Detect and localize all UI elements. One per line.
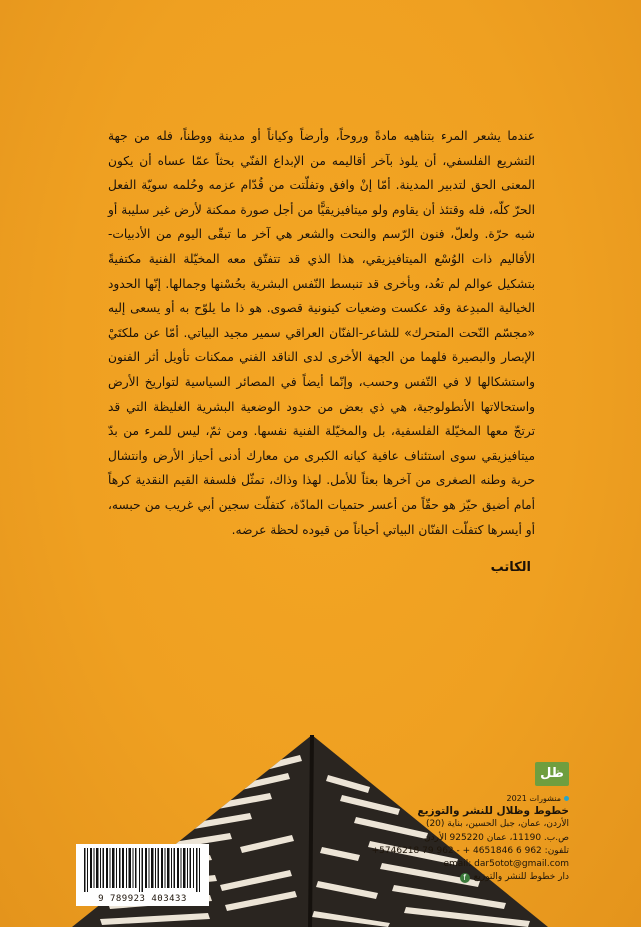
facebook-icon: f — [460, 873, 470, 883]
publisher-address-1: الأردن، عمان، جبل الحسين، بناية (20) — [425, 819, 569, 830]
publisher-info — [355, 766, 569, 884]
publisher-phones: تلفون: 962 6 4651846 + - 962 79 5746218+ — [371, 845, 569, 856]
publisher-facebook — [355, 871, 569, 884]
publisher-address-2: ص.ب. 11190، عمان 925220 الأردن — [424, 832, 569, 843]
facebook-page-label: دار خطوط للنشر والتوزيع — [473, 872, 569, 883]
blurb-paragraph: عندما يشعر المرء بتناهيه مادةً وروحاً، وأرضاً وكياناً أو مدينة ووطناً، فله من جهة التشريع الفلسفي، أن يلوذ بآخر أقاليمه من الإبداع الفنّي بحثاً عمّا عساه أن يكون المعنى الحق لتدبير المدينة. أمّا إنْ وافق وتفلّتت من قُدّام عزمه وحُلمه سويّة الفعل الحرّ كلّه، فله وقتئذ أن يقاوم ولو ميتافيزيقيًّا من أجل صورة ممكنة لأرض غير سليبة أو شبه حرّة. ولعلّ، فنون الرّسم والنحت والشعر هي آخر ما تبقّى اليوم من الأدبيات-الأقاليم ذات الوُسْع الميتافيزيقي، هذا الذي قد تتفتّق معه المخيّلة الفنية مكتفيةً بتشكيل عوالم لم تعُد، وبأخرى قد تنبسط النّفس البشرية بحُسْنها وجمالها. إنّها الحدود الخيالية المبدِعة وقد عكست وضعيات كينونية قصوى. هو ذا ما يلوّح به أو يسعى إليه «مجسّم النّحت المتحرك» للشاعر-الفنّان العراقي سمير مجيد البياتي. أمّا عن ملكتَيْ الإبصار والبصيرة فلهما من الجهة الأخرى لدى الناقد الفني ممكنات تأويل أثر الفنون واستشكالها لا في التّفس وحسب، وإنّما أيضاً في المصائر السياسية لتواريخ الأرض واستحالاتها الأنطولوجية، هي ذي بعض من حدود الوضعية البشرية الغليظة التي قد ترتجّ معها المخيّلة الفلسفية، بل والمخيّلة الفنية نفسها. ومن ثمّ، ليس للمرء من بدّ ميتافيزيقي سوى استئناف عافية كيانه الكبرى من معارك أدنى أحياز الأرض وانتشال حرية وطنه الصغرى من آخرها بعثاً للأمل. لهذا وذاك، تمثّل فلسفة القيم النقدية كرهاً أمام أضيق حيّز هو حقّاً من أعسر حتميات المادّة، كتفلّت سجين أبي غريب من حبسه، أو أيسرها كتفلّت الفنّان البياتي أحياناً من قيوده لحظة عرضه. — [108, 129, 535, 537]
isbn-number: 9 789923 403433 — [98, 894, 187, 904]
publication-year-label: منشورات 2021 — [506, 794, 561, 803]
blurb-text — [108, 124, 535, 542]
bullet-dot-icon — [564, 796, 569, 801]
isbn-barcode — [76, 844, 209, 906]
barcode-bars — [84, 848, 201, 892]
publisher-logo: ظل — [535, 762, 569, 786]
author-signature: الكاتب — [490, 560, 531, 575]
publisher-name: خطوط وظلال للنشر والتوزيع — [417, 805, 569, 818]
publication-year — [355, 792, 569, 805]
publisher-email: email: dar5otot@gmail.com — [443, 859, 569, 870]
